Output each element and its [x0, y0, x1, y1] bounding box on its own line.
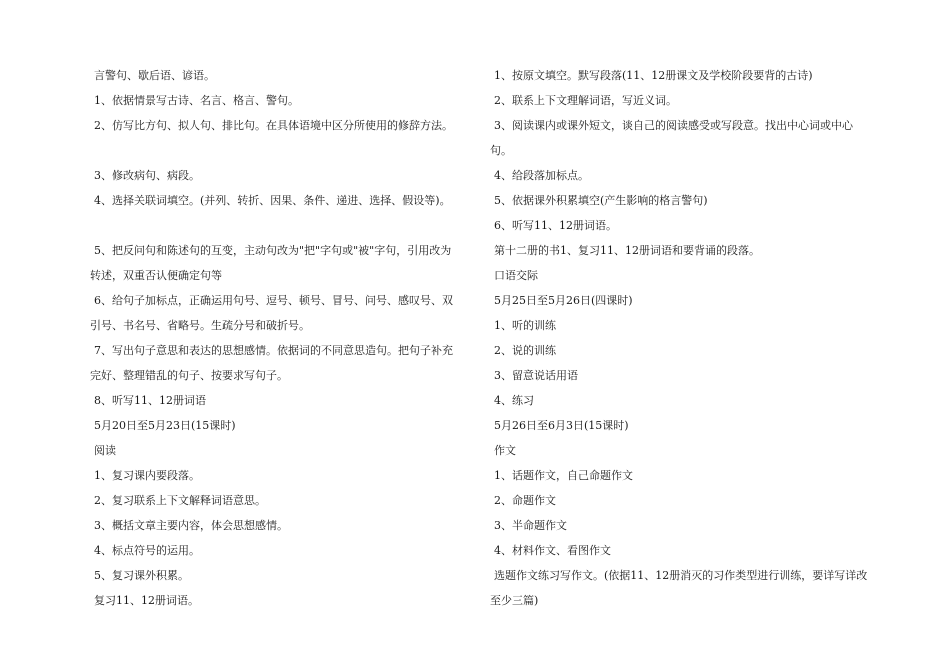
text-paragraph: 6、给句子加标点，正确运用句号、逗号、顿号、冒号、问号、感叹号、双引号、书名号、省略号。生疏分号和破折号。 [90, 294, 453, 332]
text-paragraph: 言警句、歇后语、谚语。 [94, 69, 215, 82]
text-paragraph: 3、留意说话用语 [494, 369, 578, 382]
text-paragraph: 5月20日至5月23日(15课时) [94, 419, 236, 432]
text-paragraph: 2、复习联系上下文解释词语意思。 [94, 494, 266, 507]
text-paragraph: 4、选择关联词填空。(并列、转折、因果、条件、递进、选择、假设等)。 [94, 194, 451, 207]
text-paragraph: 口语交际 [494, 269, 538, 282]
text-paragraph: 5月26日至6月3日(15课时) [494, 419, 629, 432]
text-paragraph: 3、半命题作文 [494, 519, 567, 532]
text-paragraph: 4、材料作文、看图作文 [494, 544, 611, 557]
text-paragraph: 复习11、12册词语。 [94, 594, 199, 607]
text-paragraph: 4、标点符号的运用。 [94, 544, 200, 557]
text-paragraph: 5、复习课外积累。 [94, 569, 189, 582]
text-paragraph: 3、修改病句、病段。 [94, 169, 200, 182]
text-paragraph: 1、复习课内要段落。 [94, 469, 200, 482]
text-paragraph: 6、听写11、12册词语。 [494, 219, 617, 232]
text-paragraph: 4、给段落加标点。 [494, 169, 589, 182]
text-paragraph: 4、练习 [494, 394, 534, 407]
text-paragraph: 1、按原文填空。默写段落(11、12册课文及学校阶段要背的古诗) [494, 69, 813, 82]
text-paragraph: 3、概括文章主要内容，体会思想感情。 [94, 519, 288, 532]
text-paragraph: 2、命题作文 [494, 494, 556, 507]
text-paragraph: 1、依据情景写古诗、名言、格言、警句。 [94, 94, 299, 107]
text-paragraph: 作文 [494, 444, 516, 457]
left-column [90, 63, 462, 613]
text-paragraph: 1、话题作文，自己命题作文 [494, 469, 633, 482]
text-paragraph: 5、依据课外积累填空(产生影响的格言警句) [494, 194, 708, 207]
right-column [490, 63, 870, 613]
text-paragraph: 8、听写11、12册词语 [94, 394, 206, 407]
text-paragraph: 2、说的训练 [494, 344, 556, 357]
text-paragraph: 1、听的训练 [494, 319, 556, 332]
text-paragraph: 3、阅读课内或课外短文，谈自己的阅读感受或写段意。找出中心词或中心句。 [490, 119, 853, 157]
text-paragraph: 5月25日至5月26日(四课时) [494, 294, 633, 307]
blank-line [90, 213, 462, 238]
text-paragraph: 第十二册的书1、复习11、12册词语和要背诵的段落。 [494, 244, 760, 257]
text-paragraph: 2、仿写比方句、拟人句、排比句。在具体语境中区分所使用的修辞方法。 [94, 119, 453, 132]
text-paragraph: 2、联系上下文理解词语，写近义词。 [494, 94, 677, 107]
text-paragraph: 选题作文练习写作文。(依据11、12册消灭的习作类型进行训练，要详写详改至少三篇) [490, 569, 868, 607]
text-paragraph: 阅读 [94, 444, 116, 457]
blank-line [90, 138, 462, 163]
text-paragraph: 7、写出句子意思和表达的思想感情。依据词的不同意思造句。把句子补充完好、整理错乱的句子、按要求写句子。 [90, 344, 453, 382]
text-paragraph: 5、把反问句和陈述句的互变，主动句改为"把"字句或"被"字句，引用改为转述，双重否认便确定句等 [90, 244, 452, 282]
